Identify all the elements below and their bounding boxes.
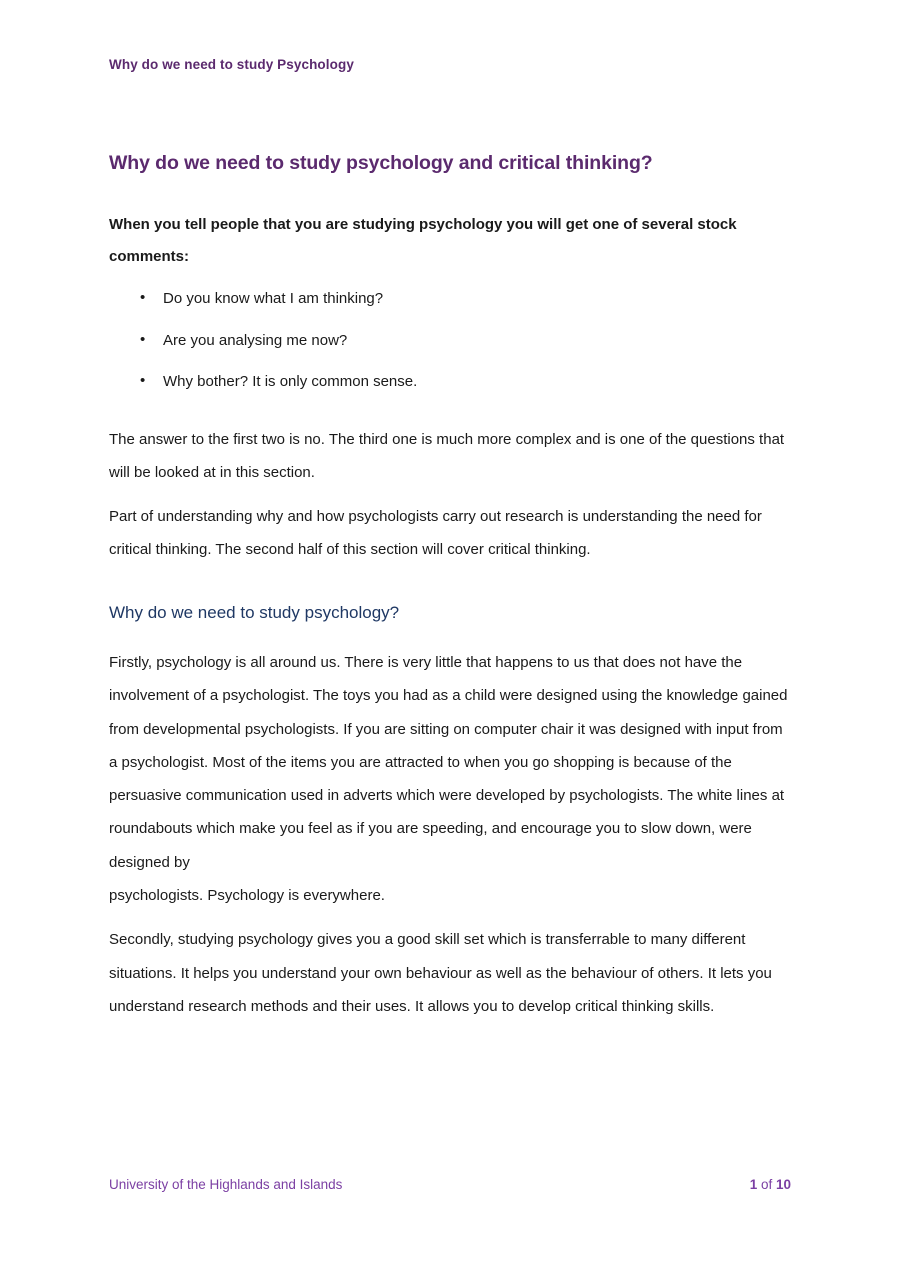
page-number-current: 1	[749, 1177, 758, 1192]
stock-comments-list	[109, 273, 791, 394]
section-heading: Why do we need to study psychology?	[109, 602, 400, 622]
page-title: Why do we need to study psychology and critical thinking?	[109, 152, 653, 175]
page-number-separator: of	[757, 1177, 776, 1192]
body-paragraph-3	[109, 624, 791, 912]
bullet-point-icon: •	[140, 330, 146, 348]
body-paragraph-1: The answer to the first two is no. The third one is much more complex and is one of the questions that will be looked at in this section.	[109, 430, 785, 481]
page-content	[109, 0, 791, 1023]
list-item	[109, 330, 791, 353]
list-item-label: Are you analysing me now?	[163, 331, 348, 349]
body-paragraph-3-line-a: Firstly, psychology is all around us. There is very little that happens to us that does not have the involvement of a psychologist. The toys you had as a child were designed using the knowledge gained from developmental psychologists. If you are sitting on computer chair it was designed with input from a psychologist. Most of the items you are attracted to when you go shopping is because of the persuasive communication used in adverts which were developed by psychologists. The white lines at roundabouts which make you feel as if you are speeding, and encourage you to slow down, were designed by	[109, 653, 788, 871]
running-header: Why do we need to study Psychology	[109, 57, 354, 72]
body-paragraph-4: Secondly, studying psychology gives you a good skill set which is transferrable to many different situations. It helps you understand your own behaviour as well as the behaviour of others. It lets you understand research methods and their uses. It allows you to develop critical thinking skills.	[109, 931, 772, 1015]
page-number	[750, 1177, 791, 1192]
body-paragraph-2: Part of understanding why and how psychologists carry out research is understanding the need for critical thinking. The second half of this section will cover critical thinking.	[109, 507, 762, 558]
bullet-point-icon: •	[140, 289, 146, 307]
page-footer	[109, 1177, 791, 1192]
lead-paragraph: When you tell people that you are studying psychology you will get one of several stock comments:	[109, 215, 737, 265]
body-paragraph-3-line-b: psychologists. Psychology is everywhere.	[109, 887, 385, 905]
list-item-label: Why bother? It is only common sense.	[163, 373, 418, 391]
list-item-label: Do you know what I am thinking?	[163, 290, 384, 308]
bullet-point-icon: •	[140, 372, 146, 390]
list-item	[109, 371, 791, 394]
footer-organisation: University of the Highlands and Islands	[109, 1177, 343, 1192]
list-item	[109, 288, 791, 311]
page-number-total: 10	[775, 1177, 791, 1192]
